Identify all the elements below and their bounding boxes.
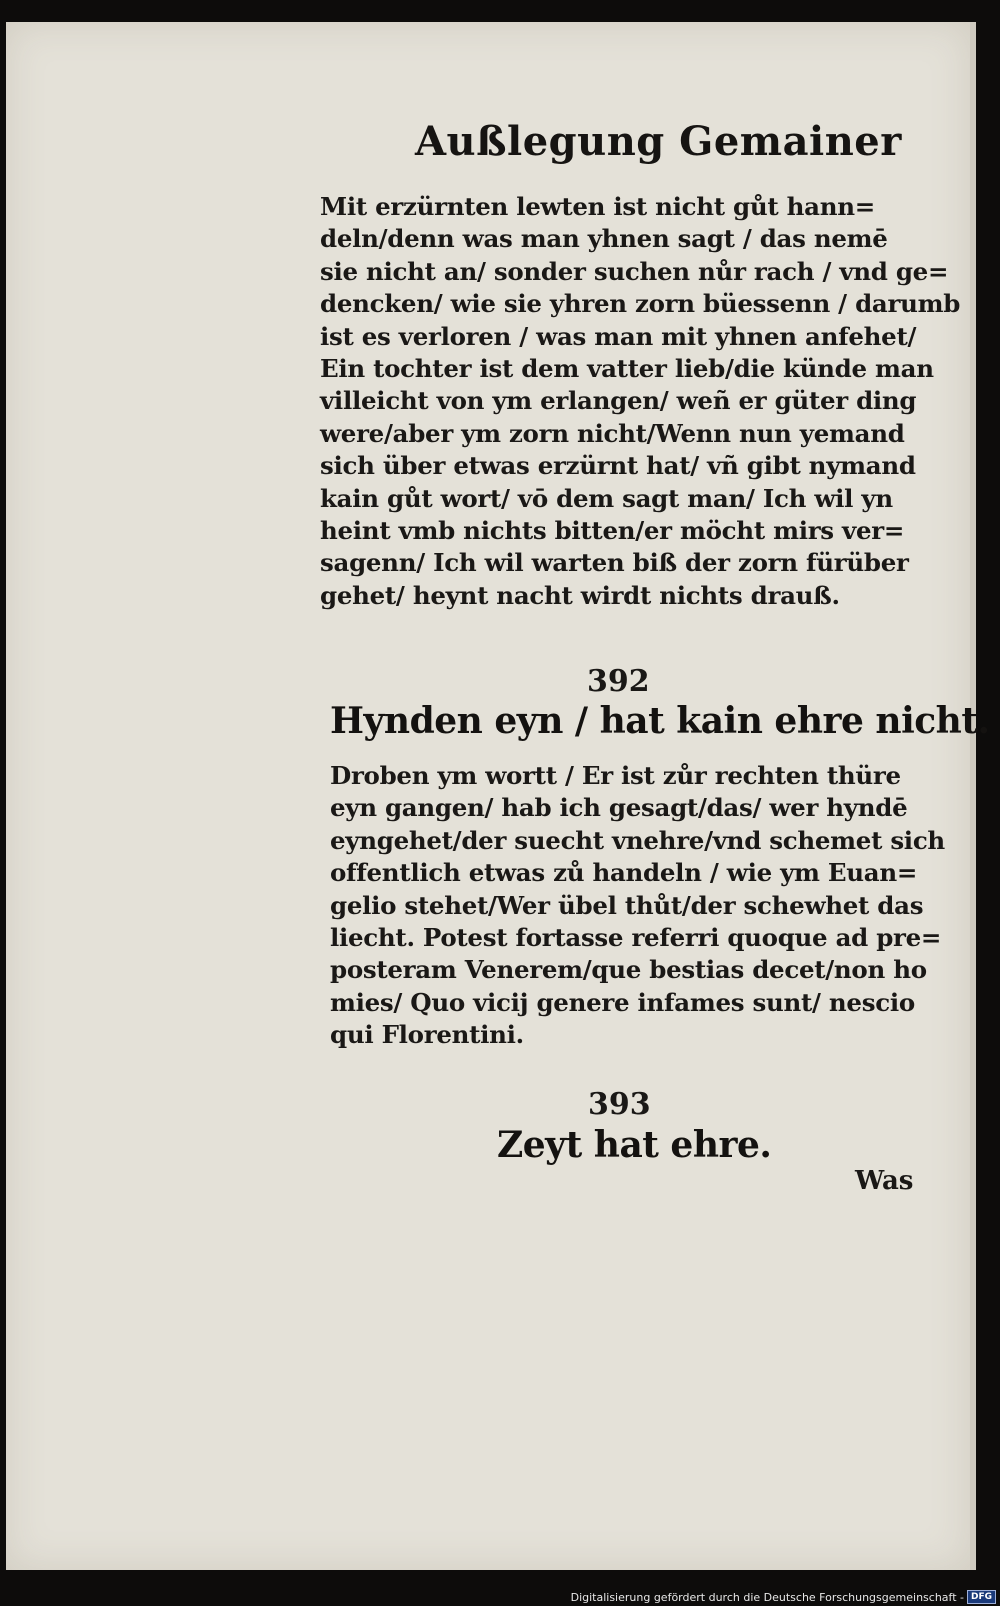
text-line: were/aber ym zorn nicht/Wenn nun yemand	[320, 418, 905, 448]
text-line: ist es verloren / was man mit yhnen anfehet/	[320, 321, 917, 351]
text-line: sagenn/ Ich wil warten biß der zorn fürüber	[320, 548, 909, 578]
text-line: sich über etwas erzürnt hat/ vñ gibt nymand	[320, 451, 916, 481]
text-line: kain gůt wort/ vō dem sagt man/ Ich wil yn	[320, 483, 893, 513]
text-line: Ein tochter ist dem vatter lieb/die künde man	[320, 353, 934, 383]
digitization-footer	[571, 1590, 996, 1604]
text-line: dencken/ wie sie yhren zorn büessenn / darumb	[320, 289, 961, 319]
text-line: posteram Venerem/que bestias decet/non ho	[330, 955, 927, 985]
text-line: heint vmb nichts bitten/er möcht mirs ver=	[320, 515, 905, 545]
dfg-logo: DFG	[967, 1590, 996, 1604]
text-line: Mit erzürnten lewten ist nicht gůt hann=	[320, 192, 875, 221]
paragraph-commentary-391	[320, 191, 961, 612]
text-line: eyn gangen/ hab ich gesagt/das/ wer hyndē	[330, 793, 908, 823]
text-line: sie nicht an/ sonder suchen nůr rach / vnd ge=	[320, 256, 949, 286]
text-line: gelio stehet/Wer übel thůt/der schewhet das	[330, 890, 924, 920]
footer-credit: Digitalisierung gefördert durch die Deutsche Forschungsgemeinschaft -	[570, 1590, 964, 1604]
proverb-title-392: Hynden eyn / hat kain ehre nicht.	[330, 700, 990, 742]
proverb-number-393: 393	[588, 1087, 651, 1122]
text-line: mies/ Quo vicij genere infames sunt/ nescio	[330, 987, 915, 1017]
paragraph-commentary-392	[330, 760, 945, 1052]
running-head: Außlegung Gemainer	[415, 118, 902, 165]
catchword: Was	[855, 1166, 914, 1196]
text-line: villeicht von ym erlangen/ weñ er güter ding	[320, 386, 917, 416]
text-line: qui Florentini.	[330, 1020, 524, 1050]
text-line: eyngehet/der suecht vnehre/vnd schemet sich	[330, 825, 945, 855]
text-line: liecht. Potest fortasse referri quoque ad pre=	[330, 922, 942, 952]
text-line: gehet/ heynt nacht wirdt nichts drauß.	[320, 580, 840, 610]
text-line: deln/denn was man yhnen sagt / das nemē	[320, 224, 888, 254]
proverb-number-392: 392	[587, 664, 650, 699]
text-line: Droben ym wortt / Er ist zůr rechten thüre	[330, 761, 901, 790]
proverb-title-393: Zeyt hat ehre.	[497, 1124, 772, 1166]
text-line: offentlich etwas zů handeln / wie ym Euan=	[330, 858, 918, 888]
